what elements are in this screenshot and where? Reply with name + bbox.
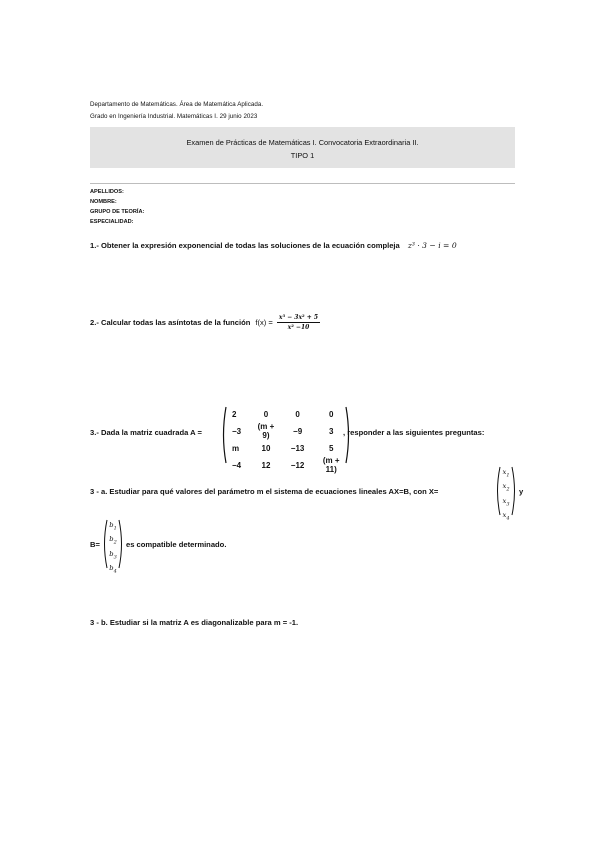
divider [90, 183, 515, 184]
exam-title: Examen de Prácticas de Matemáticas I. Convocatoria Extraordinaria II. [186, 138, 419, 147]
question-3-text-after: , responder a las siguientes preguntas: [343, 428, 485, 437]
x-vector-entry: $x_3$ [502, 496, 510, 508]
matrix-row [226, 441, 352, 455]
department-line: Departamento de Matemáticas. Área de Matemática Aplicada. [90, 101, 264, 108]
matrix-row [226, 407, 352, 421]
b-vector [102, 519, 124, 575]
function-label: f(x) = [255, 318, 273, 327]
question-1-equation: z³ · 3 − i = 0 [407, 241, 457, 250]
matrix-cell: m [232, 443, 240, 453]
question-1-text: 1.- Obtener la expresión exponencial de todas las soluciones de la ecuación compleja [90, 241, 400, 250]
matrix-cell: −4 [232, 460, 242, 470]
b-vector-entry: $b_3$ [109, 549, 117, 561]
matrix-cell: −3 [232, 426, 242, 436]
question-3-text: 3.- Dada la matriz cuadrada A = [90, 428, 202, 437]
x-vector-entry: $x_1$ [502, 468, 510, 479]
matrix-cell: (m + 11) [322, 456, 340, 474]
right-paren [511, 466, 517, 516]
matrix-cell: −9 [293, 426, 303, 436]
matrix-cell: −13 [290, 443, 305, 453]
matrix-table [226, 407, 352, 475]
degree-line: Grado en Ingeniería Industrial. Matemáticas I. 29 junio 2023 [90, 113, 258, 120]
question-1 [90, 241, 457, 250]
matrix-row [226, 421, 352, 441]
field-nombre: NOMBRE: [90, 199, 117, 205]
function-fraction [277, 314, 320, 331]
exam-title-band [90, 127, 515, 168]
b-vector-entry: $b_2$ [109, 535, 117, 546]
question-2 [90, 314, 320, 331]
matrix-row [226, 455, 352, 475]
x-vector-entry: $x_2$ [502, 482, 510, 493]
x-vector [495, 466, 517, 522]
b-vector-entry: $b_1$ [109, 521, 117, 532]
field-apellidos: APELLIDOS: [90, 189, 124, 195]
matrix-cell: 2 [232, 409, 237, 419]
matrix-cell: (m + 9) [257, 422, 275, 440]
exam-type: TIPO 1 [290, 151, 315, 160]
fraction-numerator: x³ − 3x² + 5 [278, 314, 319, 321]
matrix-cell: −12 [290, 460, 305, 470]
matrix-cell: 12 [261, 460, 271, 470]
question-3a-end: es compatible determinado. [126, 540, 227, 549]
matrix-cell: 0 [328, 409, 334, 419]
b-vector-entry: $b_4$ [109, 564, 117, 575]
matrix-cell: 0 [295, 409, 300, 419]
question-3a-y: y [519, 487, 524, 496]
matrix-cell: 0 [263, 409, 269, 419]
question-2-text: 2.- Calcular todas las asíntotas de la función [90, 318, 251, 327]
field-grupo: GRUPO DE TEORÍA: [90, 209, 145, 215]
matrix-cell: 5 [328, 443, 334, 453]
matrix-cell: 3 [328, 426, 334, 436]
right-paren [118, 519, 124, 569]
matrix-a [220, 406, 352, 474]
x-vector-entry: $x_4$ [502, 511, 510, 522]
question-3a-text: 3 - a. Estudiar para qué valores del parámetro m el sistema de ecuaciones lineales AX=B, con X= [90, 487, 439, 496]
field-especialidad: ESPECIALIDAD: [90, 219, 134, 225]
matrix-cell: 10 [261, 443, 271, 453]
question-3b: 3 - b. Estudiar si la matriz A es diagonalizable para m = -1. [90, 618, 299, 627]
fraction-denominator: x² −10 [287, 324, 310, 331]
b-label: B= [90, 540, 100, 549]
